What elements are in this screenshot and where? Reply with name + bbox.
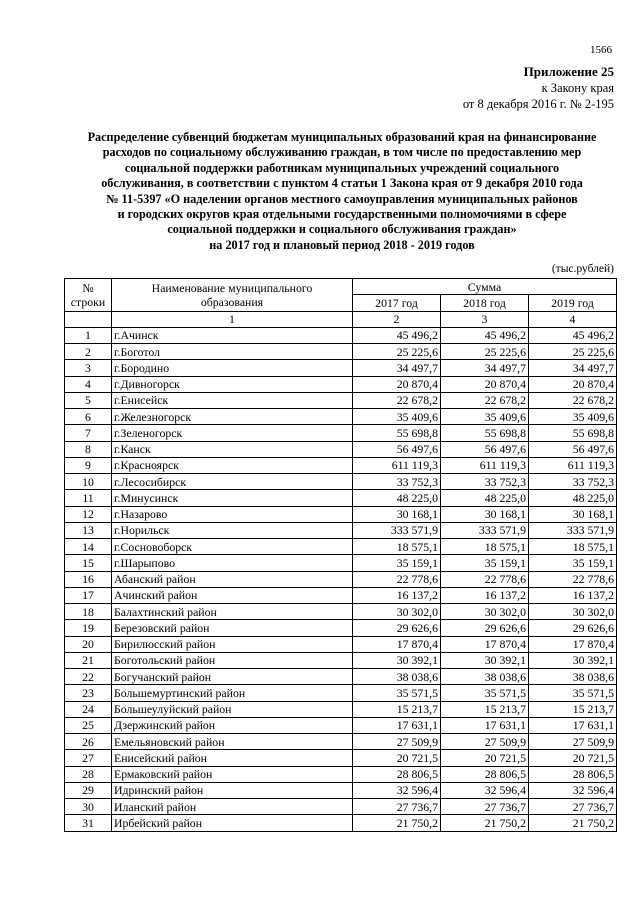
amount-2018: 30 392,1 <box>441 652 529 668</box>
amount-2018: 20 721,5 <box>441 750 529 766</box>
table-row <box>65 782 617 798</box>
municipality-name: Абанский район <box>112 571 353 587</box>
table-row <box>65 701 617 717</box>
amount-2017: 29 626,6 <box>353 620 441 636</box>
amount-2017: 30 302,0 <box>353 604 441 620</box>
amount-2018: 20 870,4 <box>441 376 529 392</box>
municipality-name: г.Норильск <box>112 522 353 538</box>
row-number: 19 <box>65 620 112 636</box>
amount-2017: 16 137,2 <box>353 587 441 603</box>
page-number: 1566 <box>590 44 612 56</box>
amount-2018: 30 168,1 <box>441 506 529 522</box>
amount-2017: 333 571,9 <box>353 522 441 538</box>
amount-2017: 48 225,0 <box>353 490 441 506</box>
amount-2017: 25 225,6 <box>353 344 441 360</box>
amount-2017: 17 870,4 <box>353 636 441 652</box>
municipality-name: г.Ачинск <box>112 327 353 343</box>
municipality-name: Емельяновский район <box>112 734 353 750</box>
amount-2018: 611 119,3 <box>441 457 529 473</box>
municipality-name: Идринский район <box>112 782 353 798</box>
municipality-name: г.Дивногорск <box>112 376 353 392</box>
amount-2018: 35 409,6 <box>441 409 529 425</box>
amount-2019: 30 302,0 <box>529 604 617 620</box>
amount-2019: 35 159,1 <box>529 555 617 571</box>
amount-2019: 45 496,2 <box>529 327 617 343</box>
amount-2018: 30 302,0 <box>441 604 529 620</box>
municipality-name: г.Железногорск <box>112 409 353 425</box>
subsidy-table <box>64 278 617 832</box>
amount-2017: 56 497,6 <box>353 441 441 457</box>
amount-2018: 17 631,1 <box>441 717 529 733</box>
amount-2017: 21 750,2 <box>353 815 441 831</box>
amount-2018: 27 509,9 <box>441 734 529 750</box>
table-row <box>65 587 617 603</box>
amount-2018: 25 225,6 <box>441 344 529 360</box>
amount-2018: 32 596,4 <box>441 782 529 798</box>
municipality-name: г.Назарово <box>112 506 353 522</box>
amount-2017: 38 038,6 <box>353 669 441 685</box>
table-row <box>65 344 617 360</box>
annex-law-ref: к Закону края <box>541 81 614 95</box>
municipality-name: Ирбейский район <box>112 815 353 831</box>
municipality-name: Иланский район <box>112 799 353 815</box>
table-row <box>65 669 617 685</box>
amount-2019: 28 806,5 <box>529 766 617 782</box>
document-title <box>62 130 622 253</box>
amount-2019: 18 575,1 <box>529 539 617 555</box>
municipality-name: г.Канск <box>112 441 353 457</box>
table-row <box>65 457 617 473</box>
row-number: 31 <box>65 815 112 831</box>
amount-2018: 35 571,5 <box>441 685 529 701</box>
amount-2018: 27 736,7 <box>441 799 529 815</box>
amount-2017: 20 721,5 <box>353 750 441 766</box>
row-number: 12 <box>65 506 112 522</box>
row-number: 28 <box>65 766 112 782</box>
amount-2019: 17 631,1 <box>529 717 617 733</box>
amount-2018: 21 750,2 <box>441 815 529 831</box>
amount-2018: 38 038,6 <box>441 669 529 685</box>
row-number: 17 <box>65 587 112 603</box>
header-2019: 2019 год <box>529 295 617 311</box>
municipality-name: Ермаковский район <box>112 766 353 782</box>
row-number: 29 <box>65 782 112 798</box>
amount-2017: 35 571,5 <box>353 685 441 701</box>
table-row <box>65 555 617 571</box>
municipality-name: г.Енисейск <box>112 392 353 408</box>
amount-2018: 56 497,6 <box>441 441 529 457</box>
amount-2019: 20 870,4 <box>529 376 617 392</box>
row-number: 26 <box>65 734 112 750</box>
title-line: социальной поддержки и социального обслуживания граждан» <box>167 222 517 237</box>
municipality-name: г.Минусинск <box>112 490 353 506</box>
table-row <box>65 539 617 555</box>
title-line: социальной поддержки работникам муниципальных учреждений социального <box>124 160 560 175</box>
row-number: 27 <box>65 750 112 766</box>
amount-2017: 33 752,3 <box>353 474 441 490</box>
amount-2017: 18 575,1 <box>353 539 441 555</box>
row-number: 5 <box>65 392 112 408</box>
amount-2017: 35 159,1 <box>353 555 441 571</box>
row-number: 7 <box>65 425 112 441</box>
amount-2019: 25 225,6 <box>529 344 617 360</box>
table-row <box>65 506 617 522</box>
row-number: 15 <box>65 555 112 571</box>
amount-2019: 15 213,7 <box>529 701 617 717</box>
municipality-name: г.Лесосибирск <box>112 474 353 490</box>
amount-2019: 33 752,3 <box>529 474 617 490</box>
colnum-4: 4 <box>529 311 617 327</box>
header-name-line1: Наименование муниципального <box>151 280 313 295</box>
table-row <box>65 734 617 750</box>
amount-2018: 18 575,1 <box>441 539 529 555</box>
amount-2018: 34 497,7 <box>441 360 529 376</box>
amount-2018: 15 213,7 <box>441 701 529 717</box>
header-name-line2: образования <box>200 294 264 309</box>
row-number: 2 <box>65 344 112 360</box>
amount-2018: 17 870,4 <box>441 636 529 652</box>
table-row <box>65 799 617 815</box>
amount-2017: 17 631,1 <box>353 717 441 733</box>
table-row <box>65 750 617 766</box>
row-number: 21 <box>65 652 112 668</box>
annex-title: Приложение 25 <box>523 64 614 79</box>
table-row <box>65 327 617 343</box>
table-row <box>65 571 617 587</box>
amount-2017: 27 509,9 <box>353 734 441 750</box>
row-number: 30 <box>65 799 112 815</box>
amount-2018: 48 225,0 <box>441 490 529 506</box>
amount-2019: 35 571,5 <box>529 685 617 701</box>
amount-2019: 611 119,3 <box>529 457 617 473</box>
amount-2018: 33 752,3 <box>441 474 529 490</box>
amount-2019: 22 778,6 <box>529 571 617 587</box>
header-sum: Сумма <box>353 279 617 295</box>
table-row <box>65 685 617 701</box>
municipality-name: г.Бородино <box>112 360 353 376</box>
row-number: 16 <box>65 571 112 587</box>
table-row <box>65 490 617 506</box>
row-number: 3 <box>65 360 112 376</box>
amount-2019: 17 870,4 <box>529 636 617 652</box>
amount-2018: 35 159,1 <box>441 555 529 571</box>
table-row <box>65 604 617 620</box>
municipality-name: г.Боготол <box>112 344 353 360</box>
amount-2018: 333 571,9 <box>441 522 529 538</box>
row-number: 4 <box>65 376 112 392</box>
amount-2017: 34 497,7 <box>353 360 441 376</box>
amount-2019: 22 678,2 <box>529 392 617 408</box>
header-num-line2: строки <box>70 294 106 309</box>
municipality-name: Боготольский район <box>112 652 353 668</box>
municipality-name: Большеулуйский район <box>112 701 353 717</box>
amount-2019: 38 038,6 <box>529 669 617 685</box>
amount-2017: 32 596,4 <box>353 782 441 798</box>
table-row <box>65 636 617 652</box>
table-row <box>65 360 617 376</box>
header-2018: 2018 год <box>441 295 529 311</box>
municipality-name: г.Зеленогорск <box>112 425 353 441</box>
colnum-1: 1 <box>112 311 353 327</box>
table-row <box>65 522 617 538</box>
table-row <box>65 717 617 733</box>
row-number: 1 <box>65 327 112 343</box>
header-2017: 2017 год <box>353 295 441 311</box>
table-row <box>65 376 617 392</box>
municipality-name: Енисейский район <box>112 750 353 766</box>
annex-block <box>463 64 614 112</box>
municipality-name: Богучанский район <box>112 669 353 685</box>
municipality-name: г.Шарыпово <box>112 555 353 571</box>
header-num-line1: № <box>82 280 94 295</box>
amount-2017: 55 698,8 <box>353 425 441 441</box>
amount-2017: 30 392,1 <box>353 652 441 668</box>
municipality-name: Ачинский район <box>112 587 353 603</box>
title-line: расходов по социальному обслуживанию граждан, в том числе по предоставлению мер <box>102 145 582 160</box>
amount-2017: 27 736,7 <box>353 799 441 815</box>
amount-2019: 333 571,9 <box>529 522 617 538</box>
amount-2019: 30 168,1 <box>529 506 617 522</box>
amount-2018: 45 496,2 <box>441 327 529 343</box>
municipality-name: Большемуртинский район <box>112 685 353 701</box>
table-row <box>65 620 617 636</box>
title-line: № 11-5397 «О наделении органов местного самоуправления муниципальных районов <box>106 191 578 206</box>
amount-2019: 27 509,9 <box>529 734 617 750</box>
row-number: 18 <box>65 604 112 620</box>
column-numbers-row <box>65 311 617 327</box>
amount-2019: 35 409,6 <box>529 409 617 425</box>
table-row <box>65 474 617 490</box>
amount-2018: 29 626,6 <box>441 620 529 636</box>
amount-2017: 22 678,2 <box>353 392 441 408</box>
row-number: 24 <box>65 701 112 717</box>
row-number: 9 <box>65 457 112 473</box>
municipality-name: Дзержинский район <box>112 717 353 733</box>
amount-2019: 27 736,7 <box>529 799 617 815</box>
amount-2017: 30 168,1 <box>353 506 441 522</box>
row-number: 22 <box>65 669 112 685</box>
table-body <box>65 327 617 831</box>
title-line: на 2017 год и плановый период 2018 - 2019 годов <box>209 237 475 252</box>
row-number: 20 <box>65 636 112 652</box>
amount-2019: 56 497,6 <box>529 441 617 457</box>
amount-2019: 21 750,2 <box>529 815 617 831</box>
amount-2018: 28 806,5 <box>441 766 529 782</box>
amount-2017: 20 870,4 <box>353 376 441 392</box>
amount-2019: 55 698,8 <box>529 425 617 441</box>
row-number: 13 <box>65 522 112 538</box>
header-row <box>65 279 617 295</box>
row-number: 10 <box>65 474 112 490</box>
amount-2018: 16 137,2 <box>441 587 529 603</box>
amount-2019: 29 626,6 <box>529 620 617 636</box>
amount-2017: 45 496,2 <box>353 327 441 343</box>
table-row <box>65 652 617 668</box>
row-number: 6 <box>65 409 112 425</box>
amount-2019: 16 137,2 <box>529 587 617 603</box>
amount-2019: 30 392,1 <box>529 652 617 668</box>
title-line: Распределение субвенций бюджетам муниципальных образований края на финансирование <box>87 130 597 144</box>
amount-2017: 28 806,5 <box>353 766 441 782</box>
header-name <box>112 279 353 312</box>
table-row <box>65 425 617 441</box>
units-label: (тыс.рублей) <box>551 263 614 275</box>
amount-2017: 611 119,3 <box>353 457 441 473</box>
row-number: 14 <box>65 539 112 555</box>
table-row <box>65 766 617 782</box>
amount-2018: 22 778,6 <box>441 571 529 587</box>
municipality-name: Балахтинский район <box>112 604 353 620</box>
table-row <box>65 392 617 408</box>
municipality-name: г.Красноярск <box>112 457 353 473</box>
table-row <box>65 409 617 425</box>
header-num <box>65 279 112 312</box>
municipality-name: Бирилюсский район <box>112 636 353 652</box>
table-row <box>65 441 617 457</box>
colnum-3: 3 <box>441 311 529 327</box>
amount-2018: 55 698,8 <box>441 425 529 441</box>
row-number: 25 <box>65 717 112 733</box>
colnum-0 <box>65 311 112 327</box>
amount-2019: 34 497,7 <box>529 360 617 376</box>
amount-2019: 20 721,5 <box>529 750 617 766</box>
amount-2017: 22 778,6 <box>353 571 441 587</box>
annex-date: от 8 декабря 2016 г. № 2-195 <box>462 97 614 111</box>
amount-2017: 35 409,6 <box>353 409 441 425</box>
amount-2019: 32 596,4 <box>529 782 617 798</box>
title-line: обслуживания, в соответствии с пунктом 4 статьи 1 Закона края от 9 декабря 2010 года <box>101 176 583 191</box>
amount-2018: 22 678,2 <box>441 392 529 408</box>
colnum-2: 2 <box>353 311 441 327</box>
amount-2019: 48 225,0 <box>529 490 617 506</box>
municipality-name: г.Сосновоборск <box>112 539 353 555</box>
row-number: 8 <box>65 441 112 457</box>
title-line: и городских округов края отдельными государственными полномочиями в сфере <box>117 207 567 222</box>
row-number: 23 <box>65 685 112 701</box>
table-row <box>65 815 617 831</box>
row-number: 11 <box>65 490 112 506</box>
amount-2017: 15 213,7 <box>353 701 441 717</box>
municipality-name: Березовский район <box>112 620 353 636</box>
